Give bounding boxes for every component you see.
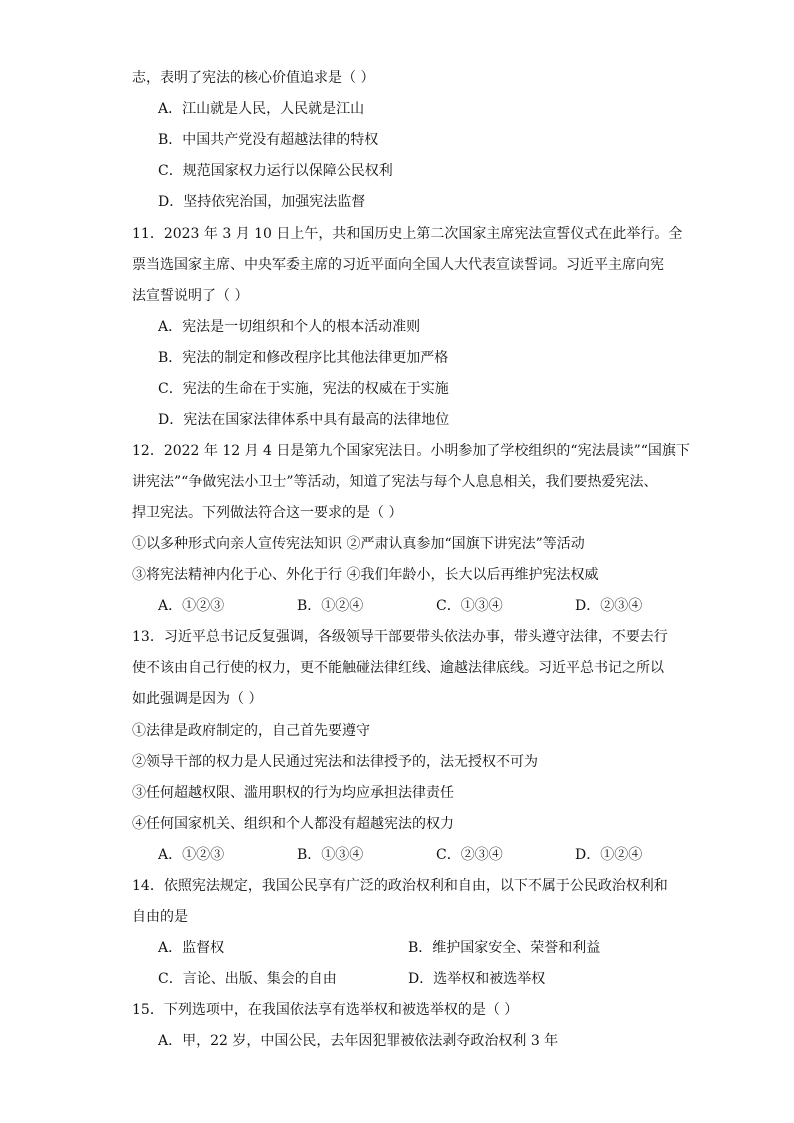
q13-options-row [158, 845, 714, 865]
q13-stem-line-2: 使不该由自己行使的权力，更不能触碰法律红线、逾越法律底线。习近平总书记之所以 [132, 660, 664, 676]
q14-stem-line-2: 自由的是 [132, 909, 188, 925]
q11-option-a[interactable]: A．宪法是一切组织和个人的根本活动准则 [158, 319, 421, 335]
q11-stem-line-1: 11．2023 年 3 月 10 日上午，共和国历史上第二次国家主席宪法宣誓仪式在此举行。全 [132, 226, 683, 242]
q12-option-b[interactable]: B．①②④ [297, 598, 364, 614]
q14-option-d[interactable]: D．选举权和被选举权 [408, 971, 546, 987]
q11-stem-line-3: 法宣誓说明了（ ） [132, 288, 249, 304]
q13-stem-line-1: 13．习近平总书记反复强调，各级领导干部要带头依法办事，带头遵守法律，不要去行 [132, 629, 668, 645]
q13-statement-3: ③任何超越权限、滥用职权的行为均应承担法律责任 [132, 785, 454, 801]
q10-option-d[interactable]: D．坚持依宪治国，加强宪法监督 [158, 194, 366, 210]
q15-stem: 15．下列选项中，在我国依法享有选举权和被选举权的是（ ） [132, 1002, 519, 1018]
q10-option-a[interactable]: A．江山就是人民，人民就是江山 [158, 101, 365, 117]
q11-option-d[interactable]: D．宪法在国家法律体系中具有最高的法律地位 [158, 412, 450, 428]
q12-option-d[interactable]: D．②③④ [575, 598, 643, 614]
q12-statements-row-1: ①以多种形式向亲人宣传宪法知识 ②严肃认真参加“国旗下讲宪法”等活动 [132, 536, 585, 552]
q12-stem-line-1: 12．2022 年 12 月 4 日是第九个国家宪法日。小明参加了学校组织的“宪法晨读”“国旗下 [132, 443, 690, 459]
q14-option-a[interactable]: A．监督权 [158, 940, 225, 956]
q12-stem-line-2: 讲宪法”“争做宪法小卫士”等活动，知道了宪法与每个人息息相关，我们要热爱宪法、 [132, 474, 658, 490]
q14-option-b[interactable]: B．维护国家安全、荣誉和利益 [408, 940, 601, 956]
q14-options-row-1 [158, 938, 658, 958]
q13-option-a[interactable]: A．①②③ [158, 847, 225, 863]
q11-option-c[interactable]: C．宪法的生命在于实施，宪法的权威在于实施 [158, 381, 449, 397]
q13-statement-4: ④任何国家机关、组织和个人都没有超越宪法的权力 [132, 816, 454, 832]
q12-option-a[interactable]: A．①②③ [158, 598, 225, 614]
q13-stem-line-3: 如此强调是因为（ ） [132, 691, 263, 707]
q13-statement-1: ①法律是政府制定的，自己首先要遵守 [132, 723, 370, 739]
q10-stem-continuation: 志，表明了宪法的核心价值追求是（ ） [132, 70, 375, 86]
q12-statements-row-2: ③将宪法精神内化于心、外化于行 ④我们年龄小，长大以后再维护宪法权威 [132, 567, 599, 583]
q12-options-row [158, 596, 714, 616]
q14-option-c[interactable]: C．言论、出版、集会的自由 [158, 971, 337, 987]
q14-stem-line-1: 14．依照宪法规定，我国公民享有广泛的政治权利和自由，以下不属于公民政治权利和 [132, 878, 668, 894]
q10-option-b[interactable]: B．中国共产党没有超越法律的特权 [158, 132, 379, 148]
q10-option-c[interactable]: C．规范国家权力运行以保障公民权利 [158, 163, 393, 179]
q15-option-a[interactable]: A．甲，22 岁，中国公民，去年因犯罪被依法剥夺政治权利 3 年 [158, 1033, 559, 1049]
q13-option-b[interactable]: B．①③④ [297, 847, 364, 863]
q11-option-b[interactable]: B．宪法的制定和修改程序比其他法律更加严格 [158, 350, 449, 366]
q11-stem-line-2: 票当选国家主席、中央军委主席的习近平面向全国人大代表宣读誓词。习近平主席向宪 [132, 257, 664, 273]
q13-option-c[interactable]: C．②③④ [436, 847, 503, 863]
q12-stem-line-3: 捍卫宪法。下列做法符合这一要求的是（ ） [132, 505, 403, 521]
q14-options-row-2 [158, 969, 658, 989]
q13-statement-2: ②领导干部的权力是人民通过宪法和法律授予的，法无授权不可为 [132, 754, 538, 770]
q12-option-c[interactable]: C．①③④ [436, 598, 503, 614]
q13-option-d[interactable]: D．①②④ [575, 847, 643, 863]
